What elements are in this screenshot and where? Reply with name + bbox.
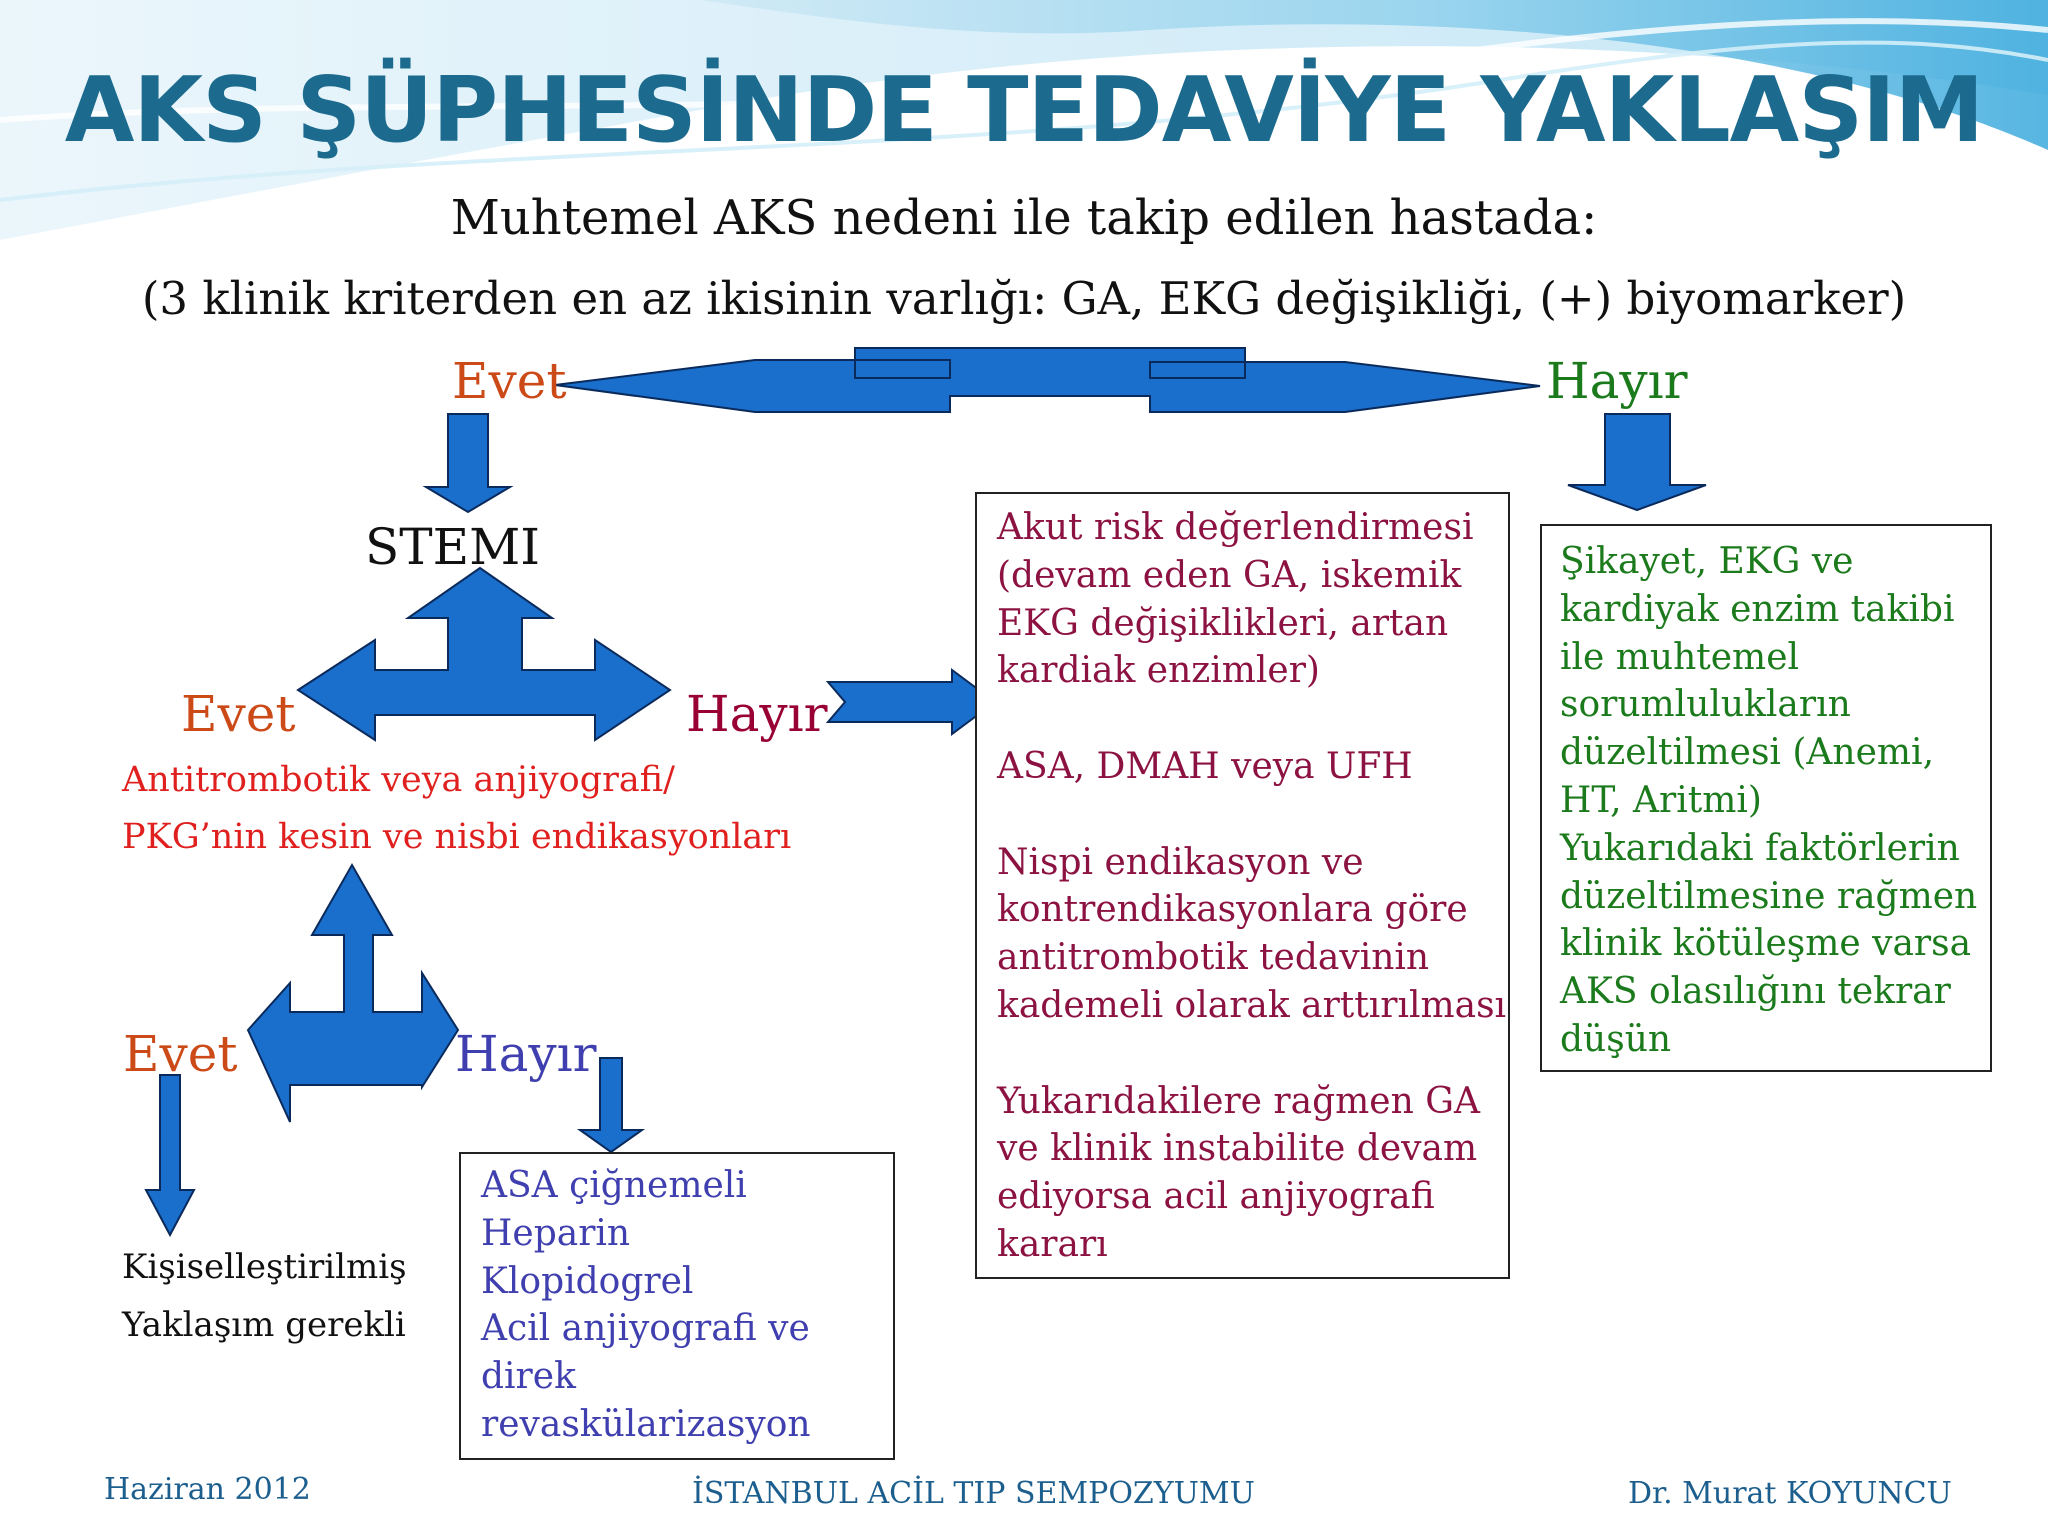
top-double-arrow xyxy=(555,348,1540,412)
risk-spacer xyxy=(997,695,1508,743)
treatment-line: direk xyxy=(481,1356,576,1398)
followup-line: kardiyak enzim takibi xyxy=(1560,588,1955,630)
followup-line: klinik kötüleşme varsa xyxy=(1560,923,1972,965)
right-arrow-risk xyxy=(828,670,995,734)
risk-line: Nispi endikasyon ve xyxy=(997,841,1364,883)
personalized-line-1: Kişiselleştirilmiş xyxy=(122,1247,407,1287)
risk-spacer xyxy=(997,791,1508,839)
risk-line: ASA, DMAH veya UFH xyxy=(997,745,1413,787)
followup-line: düşün xyxy=(1560,1018,1672,1060)
followup-line: ile muhtemel xyxy=(1560,636,1800,678)
footer-event: İSTANBUL ACİL TIP SEMPOZYUMU xyxy=(692,1476,1255,1511)
risk-line: antitrombotik tedavinin xyxy=(997,937,1430,979)
risk-line: Akut risk değerlendirmesi xyxy=(997,507,1474,548)
followup-line: düzeltilmesi (Anemi, xyxy=(1560,732,1935,774)
personalized-line-2: Yaklaşım gerekli xyxy=(122,1305,406,1345)
indication-yes-label: Evet xyxy=(123,1025,238,1083)
followup-line: AKS olasılığını tekrar xyxy=(1560,971,1951,1013)
personalized-approach-text xyxy=(122,1238,407,1354)
stemi-split-arrow xyxy=(298,568,670,740)
slide-subtitle: Muhtemel AKS nedeni ile takip edilen hastada: xyxy=(450,190,1598,246)
risk-line: Yukarıdakilere rağmen GA xyxy=(997,1080,1480,1122)
indication-line-2: PKG’nin kesin ve nisbi endikasyonları xyxy=(122,817,792,857)
treatment-line: Klopidogrel xyxy=(481,1260,694,1302)
risk-spacer xyxy=(997,1030,1508,1078)
down-arrow-stemi xyxy=(426,414,510,512)
treatment-line: Acil anjiyografi ve xyxy=(481,1308,810,1350)
treatment-line: revaskülarizasyon xyxy=(481,1403,811,1445)
treatment-line: Heparin xyxy=(481,1212,631,1254)
risk-line: ve klinik instabilite devam xyxy=(997,1128,1478,1170)
down-arrow-personal xyxy=(146,1075,194,1235)
followup-line: HT, Aritmi) xyxy=(1560,779,1762,821)
risk-line: kardiak enzimler) xyxy=(997,650,1320,692)
followup-line: düzeltilmesine rağmen xyxy=(1560,875,1978,917)
followup-line: Yukarıdaki faktörlerin xyxy=(1560,827,1960,869)
risk-line: EKG değişiklikleri, artan xyxy=(997,602,1449,644)
treatment-box xyxy=(459,1152,895,1460)
treatment-line: ASA çiğnemeli xyxy=(481,1165,747,1206)
risk-assessment-box xyxy=(975,492,1510,1279)
criteria-text: (3 klinik kriterden en az ikisinin varlığı: GA, EKG değişikliği, (+) biyomarker) xyxy=(141,272,1907,325)
followup-line: Şikayet, EKG ve xyxy=(1560,541,1854,582)
risk-line: kararı xyxy=(997,1223,1108,1265)
top-no-label: Hayır xyxy=(1546,352,1688,410)
indication-no-label: Hayır xyxy=(455,1025,597,1083)
followup-line: sorumlulukların xyxy=(1560,684,1851,726)
slide-title: AKS ŞÜPHESİNDE TEDAVİYE YAKLAŞIM xyxy=(64,58,1984,163)
risk-line: kontrendikasyonlara göre xyxy=(997,889,1468,931)
stemi-label: STEMI xyxy=(365,518,541,576)
stemi-yes-label: Evet xyxy=(181,685,296,743)
followup-box xyxy=(1540,524,1992,1072)
risk-line: ediyorsa acil anjiyografi xyxy=(997,1176,1435,1218)
top-yes-label: Evet xyxy=(452,352,567,410)
indication-line-1: Antitrombotik veya anjiyografi/ xyxy=(122,760,675,800)
risk-line: (devam eden GA, iskemik xyxy=(997,554,1462,596)
down-arrow-followup xyxy=(1568,414,1706,510)
footer-date: Haziran 2012 xyxy=(104,1472,311,1507)
risk-line: kademeli olarak arttırılması xyxy=(997,984,1507,1026)
indication-text xyxy=(122,752,791,866)
indication-split-arrow xyxy=(248,865,458,1122)
stemi-no-label: Hayır xyxy=(686,685,828,743)
footer-author: Dr. Murat KOYUNCU xyxy=(1628,1476,1952,1511)
